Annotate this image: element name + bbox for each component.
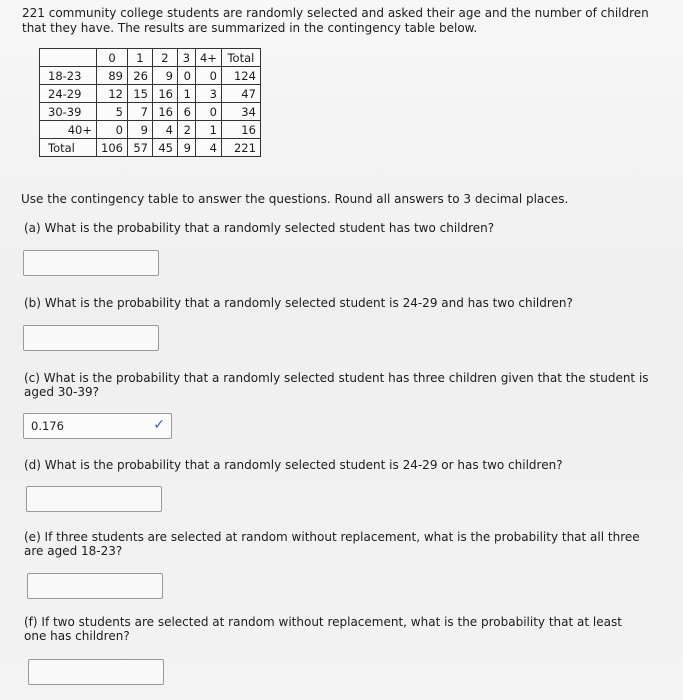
table-cell: 1 [195,121,221,139]
question-d: (d) What is the probability that a randomly selected student is 24-29 or has two children? [24,458,563,472]
table-cell: 0 [195,103,221,121]
table-cell: 12 [97,85,128,103]
table-cell: 89 [97,67,128,85]
table-cell: 3 [195,85,221,103]
table-cell: 5 [97,103,128,121]
table-cell: 221 [221,139,260,157]
table-cell: 1 [177,85,195,103]
col-header: 3 [177,49,195,67]
table-cell: 15 [127,85,152,103]
table-cell: 124 [221,67,260,85]
instructions: Use the contingency table to answer the questions. Round all answers to 3 decimal places. [21,192,569,206]
question-b: (b) What is the probability that a randomly selected student is 24-29 and has two children? [24,296,573,310]
problem-intro: 221 community college students are randomly selected and asked their age and the number of children that they have. The results are summarized in the contingency table below. [22,6,649,35]
col-header: 2 [152,49,177,67]
row-label: 18-23 [40,67,97,85]
table-cell: 106 [97,139,128,157]
row-label: 30-39 [40,103,97,121]
table-cell: 45 [152,139,177,157]
table-total-row [40,139,261,157]
table-cell: 34 [221,103,260,121]
question-f: (f) If two students are selected at random without replacement, what is the probability that at least one has children? [24,615,622,643]
table-row [40,121,261,139]
table-cell: 0 [177,67,195,85]
table-cell: 2 [177,121,195,139]
table-cell: 0 [97,121,128,139]
table-cell: 9 [177,139,195,157]
question-e: (e) If three students are selected at random without replacement, what is the probability that all three are aged 18-23? [24,530,640,558]
check-icon: ✓ [153,417,165,433]
table-cell: 7 [127,103,152,121]
table-cell: 57 [127,139,152,157]
table-row [40,67,261,85]
col-header: 0 [97,49,128,67]
table-cell: 47 [221,85,260,103]
col-header: 4+ [195,49,221,67]
table-cell: 16 [152,103,177,121]
table-cell: 6 [177,103,195,121]
col-header: 1 [127,49,152,67]
row-label: 24-29 [40,85,97,103]
col-header: Total [221,49,260,67]
answer-input-b[interactable] [23,325,159,351]
answer-value: 0.176 [31,419,64,433]
answer-input-f[interactable] [28,659,164,685]
table-corner [40,49,97,67]
table-row [40,85,261,103]
table-cell: 9 [152,67,177,85]
answer-input-a[interactable] [23,250,159,276]
table-cell: 16 [152,85,177,103]
row-label: Total [40,139,97,157]
table-cell: 4 [195,139,221,157]
question-a: (a) What is the probability that a randomly selected student has two children? [24,221,495,235]
answer-input-c[interactable] [23,413,172,439]
table-cell: 16 [221,121,260,139]
table-cell: 0 [195,67,221,85]
contingency-table [39,48,261,157]
table-row [40,103,261,121]
answer-input-e[interactable] [27,573,163,599]
table-cell: 26 [127,67,152,85]
row-label: 40+ [40,121,97,139]
answer-input-d[interactable] [26,486,162,512]
table-header-row [40,49,261,67]
table-cell: 4 [152,121,177,139]
question-c: (c) What is the probability that a randomly selected student has three children given that the student is aged 30-39? [24,371,649,399]
table-cell: 9 [127,121,152,139]
